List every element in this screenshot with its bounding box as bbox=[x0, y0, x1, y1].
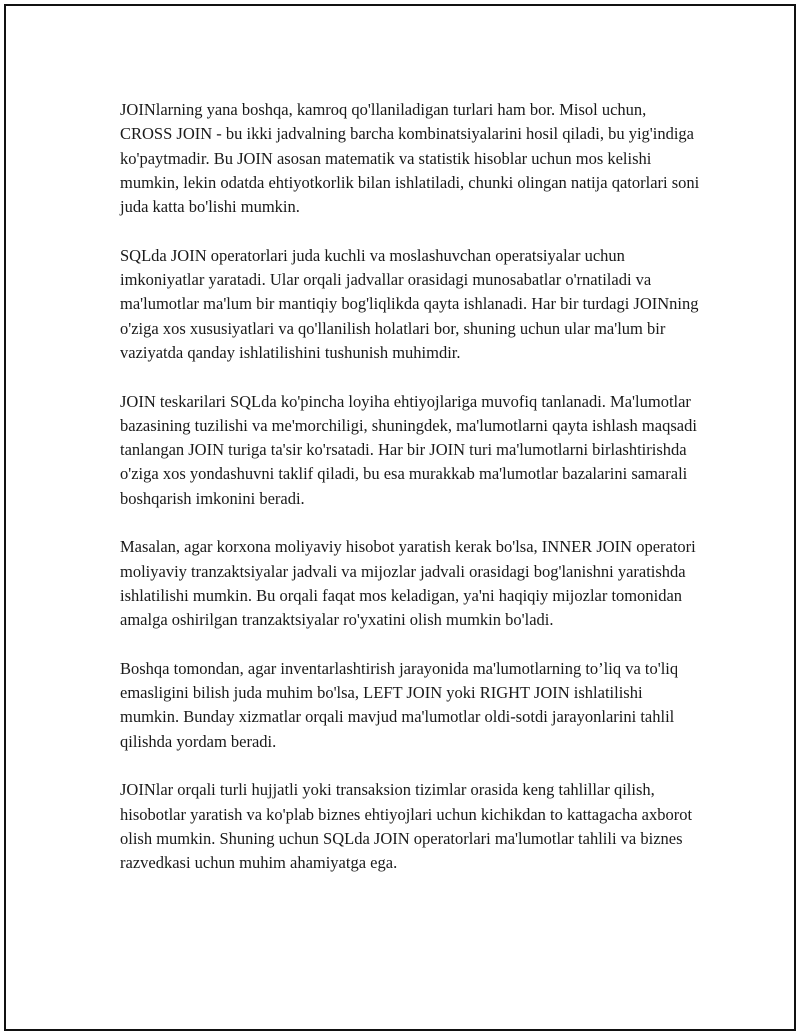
paragraph-1: JOINlarning yana boshqa, kamroq qo'llaniladigan turlari ham bor. Misol uchun, CROSS JOIN - bu ikki jadvalning barcha kombinatsiyalarini hosil qiladi, bu yig'indiga ko'paytmadir. Bu JOIN asosan matematik va statistik hisoblar uchun mos kelishi mumkin, lekin odatda ehtiyotkorlik bilan ishlatiladi, chunki olingan natija qatorlari soni juda katta bo'lishi mumkin. bbox=[120, 100, 700, 217]
paragraph-4: Masalan, agar korxona moliyaviy hisobot yaratish kerak bo'lsa, INNER JOIN operatori moliyaviy tranzaktsiyalar jadvali va mijozlar jadvali orasidagi bog'lanishni yaratishda ishlatilishi mumkin. Bu orqali faqat mos keladigan, ya'ni haqiqiy mijozlar tomonidan amalga oshirilgan tranzaktsiyalar ro'yxatini olish mumkin bo'ladi. bbox=[120, 537, 696, 630]
paragraph-3: JOIN teskarilari SQLda ko'pincha loyiha ehtiyojlariga muvofiq tanlanadi. Ma'lumotlar bazasining tuzilishi va me'morchiligi, shuningdek, ma'lumotlarni qayta ishlash maqsadi tanlangan JOIN turiga ta'sir ko'rsatadi. Har bir JOIN turi ma'lumotlarni birlashtirishda o'ziga xos yondashuvni taklif qiladi, bu esa murakkab ma'lumotlar bazalarini samarali boshqarish imkonini beradi. bbox=[120, 391, 697, 508]
paragraph-6: JOINlar orqali turli hujjatli yoki transaksion tizimlar orasida keng tahlillar qilish, hisobotlar yaratish va ko'plab biznes ehtiyojlari uchun kichikdan to kattagacha axborot olish mumkin. Shuning uchun SQLda JOIN operatorlari ma'lumotlar tahlili va biznes razvedkasi uchun muhim ahamiyatga ega. bbox=[120, 780, 693, 873]
document-body bbox=[120, 98, 700, 876]
page-border bbox=[4, 4, 796, 1031]
paragraph-2: SQLda JOIN operatorlari juda kuchli va moslashuvchan operatsiyalar uchun imkoniyatlar yaratadi. Ular orqali jadvallar orasidagi munosabatlar o'rnatiladi va ma'lumotlar ma'lum bir mantiqiy bog'liqlikda qayta ishlanadi. Har bir turdagi JOINning o'ziga xos xususiyatlari va qo'llanilish holatlari bor, shuning uchun ular ma'lum bir vaziyatda qanday ishlatilishini tushunish muhimdir. bbox=[120, 245, 699, 362]
paragraph-5: Boshqa tomondan, agar inventarlashtirish jarayonida ma'lumotlarning to’liq va to'liq emasligini bilish juda muhim bo'lsa, LEFT JOIN yoki RIGHT JOIN ishlatilishi mumkin. Bunday xizmatlar orqali mavjud ma'lumotlar oldi-sotdi jarayonlarini tahlil qilishda yordam beradi. bbox=[120, 658, 679, 751]
